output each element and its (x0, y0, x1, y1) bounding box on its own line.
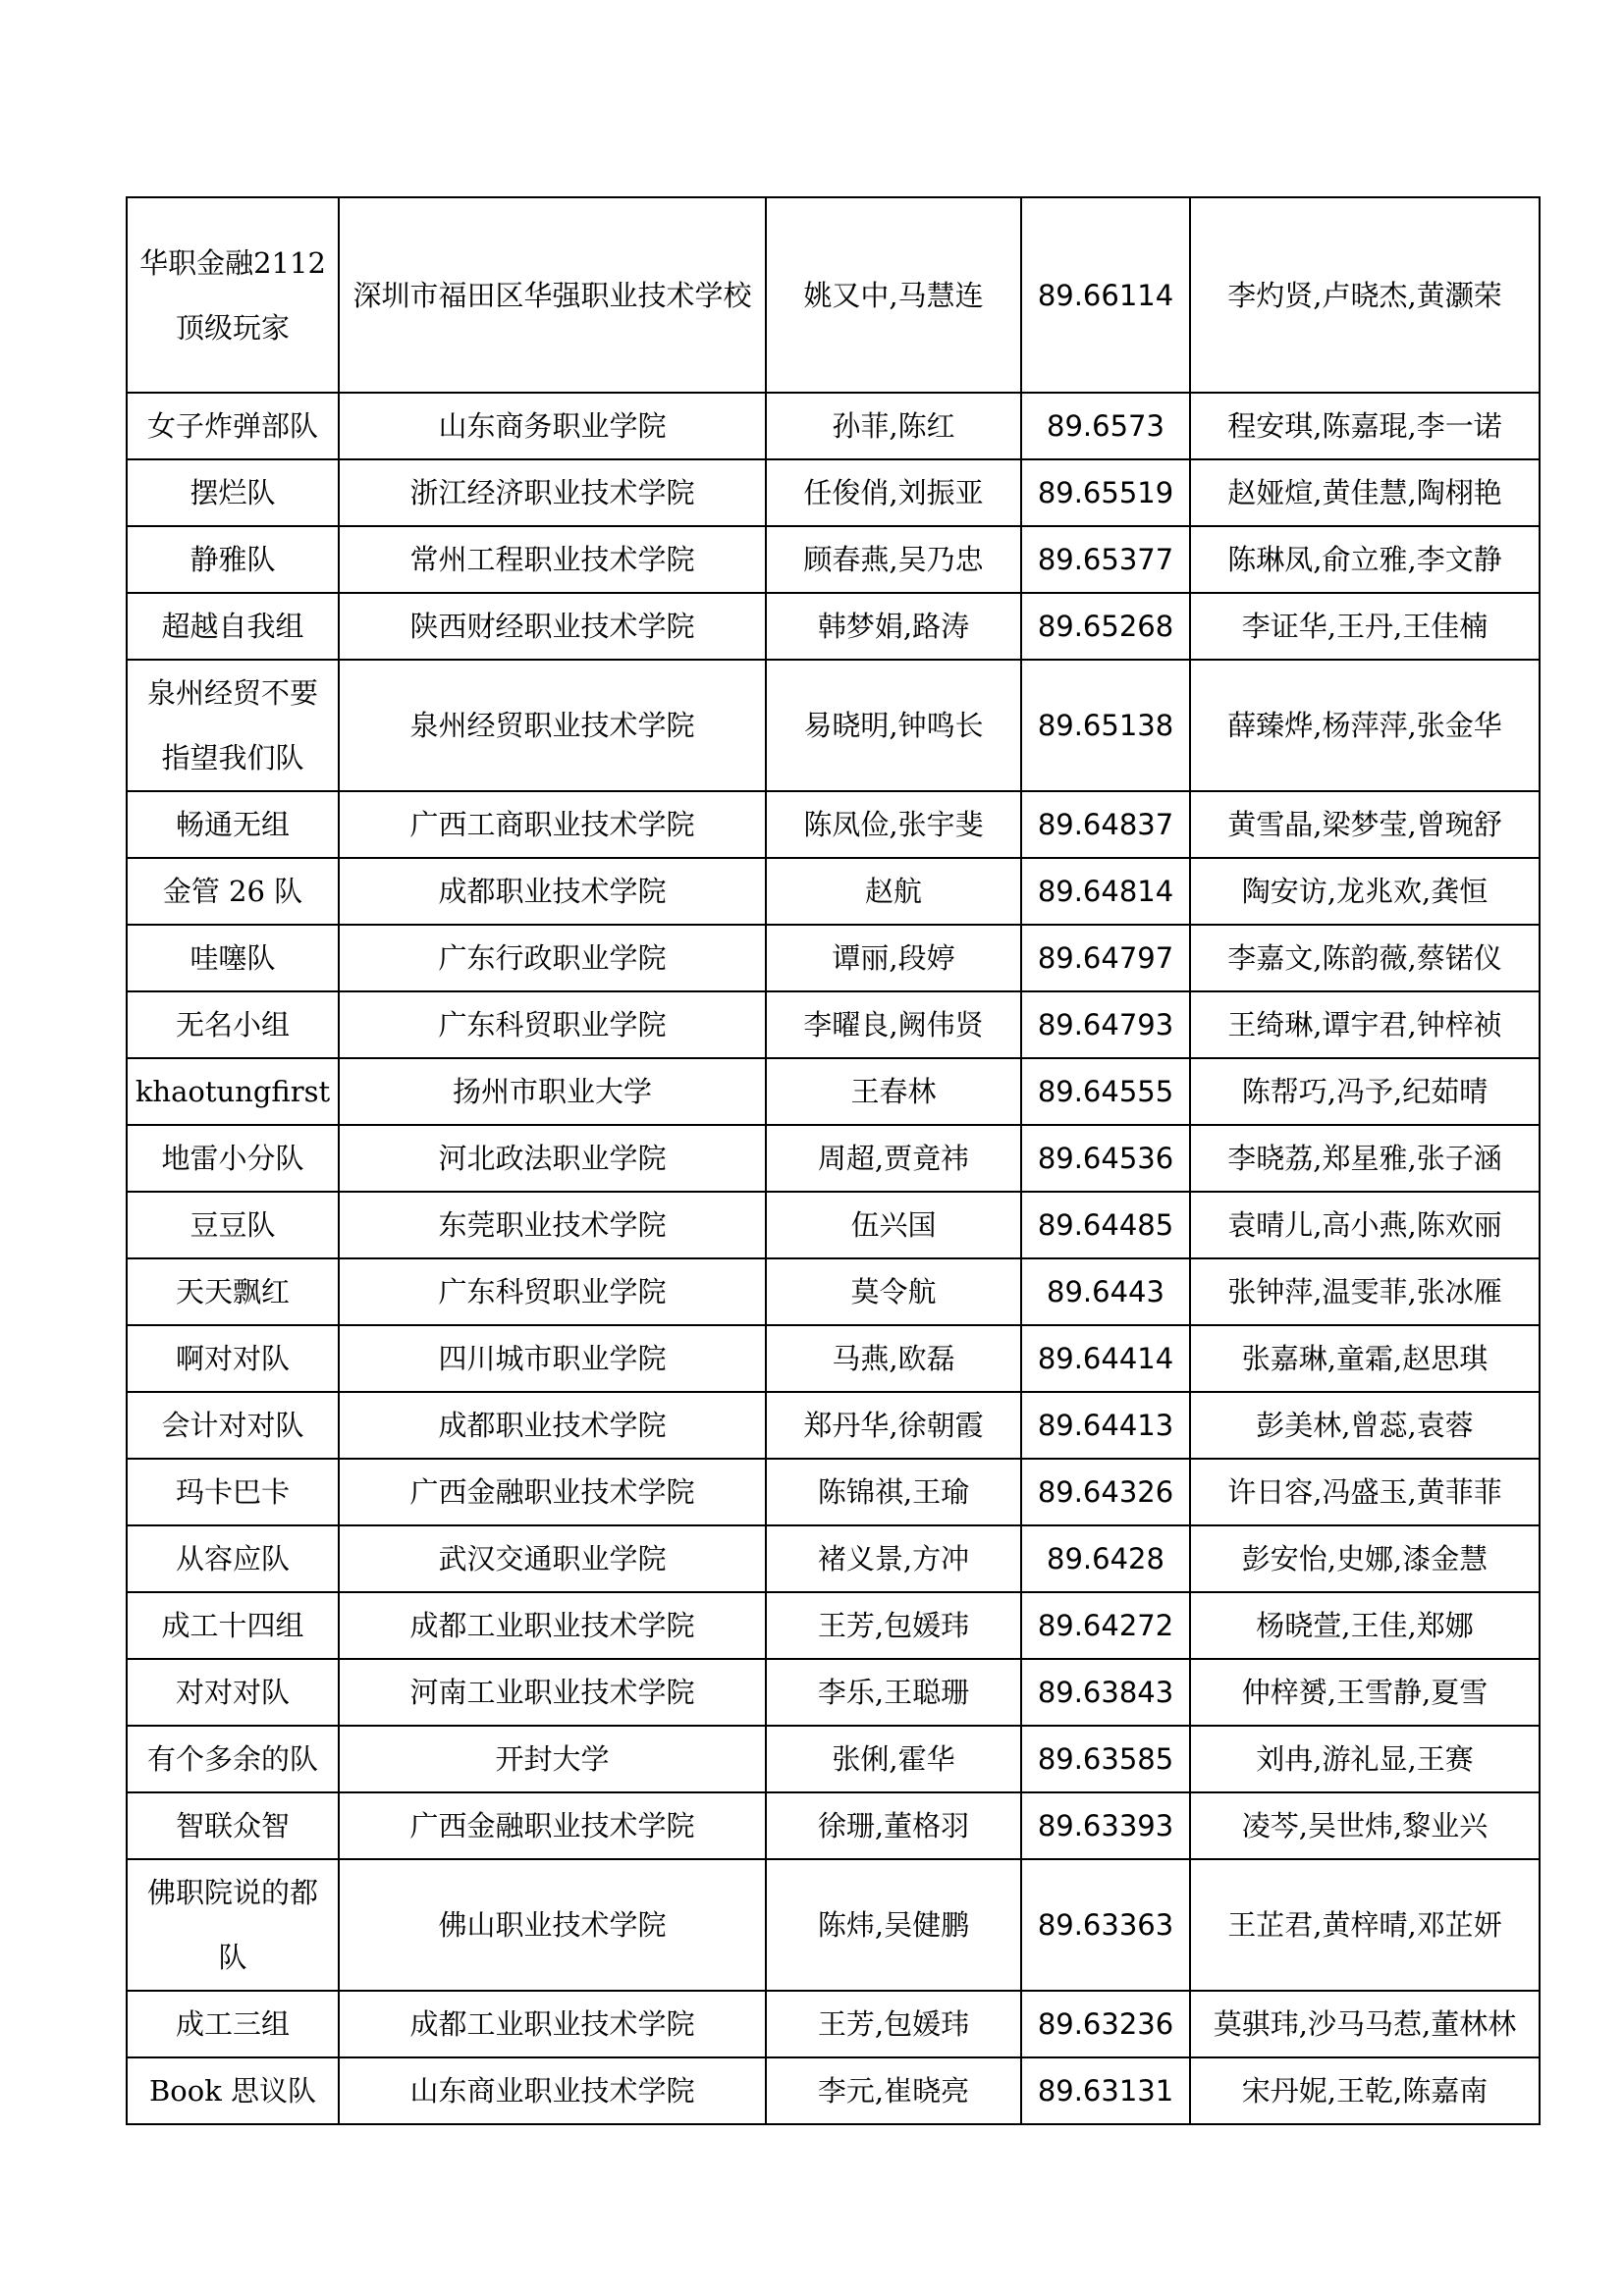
members-cell: 张钟萍,温雯菲,张冰雁 (1190, 1258, 1540, 1325)
teachers-cell: 孙菲,陈红 (766, 393, 1021, 459)
school-cell: 成都工业职业技术学院 (339, 1592, 766, 1659)
school-cell: 陕西财经职业技术学院 (339, 593, 766, 660)
school-cell: 成都工业职业技术学院 (339, 1991, 766, 2057)
school-cell: 河南工业职业技术学院 (339, 1659, 766, 1726)
teachers-cell: 郑丹华,徐朝霞 (766, 1392, 1021, 1459)
teachers-cell: 陈锦祺,王瑜 (766, 1459, 1021, 1525)
teachers-cell: 易晓明,钟鸣长 (766, 660, 1021, 791)
table-row (127, 1659, 1540, 1726)
score-cell: 89.65268 (1021, 593, 1190, 660)
score-cell: 89.64797 (1021, 925, 1190, 991)
members-cell: 张嘉琳,童霜,赵思琪 (1190, 1325, 1540, 1392)
teachers-cell: 任俊俏,刘振亚 (766, 459, 1021, 526)
table-row (127, 526, 1540, 593)
members-cell: 赵娅煊,黄佳慧,陶栩艳 (1190, 459, 1540, 526)
team-name-cell: 啊对对队 (127, 1325, 339, 1392)
table-row (127, 1859, 1540, 1991)
members-cell: 李晓荔,郑星雅,张子涵 (1190, 1125, 1540, 1192)
team-name-cell: 泉州经贸不要指望我们队 (127, 660, 339, 791)
score-cell: 89.64414 (1021, 1325, 1190, 1392)
table-row (127, 459, 1540, 526)
members-cell: 刘冉,游礼显,王赛 (1190, 1726, 1540, 1792)
score-cell: 89.64326 (1021, 1459, 1190, 1525)
score-cell: 89.64485 (1021, 1192, 1190, 1258)
school-cell: 广东科贸职业学院 (339, 991, 766, 1058)
score-cell: 89.63236 (1021, 1991, 1190, 2057)
table-row (127, 2057, 1540, 2124)
table-row (127, 1792, 1540, 1859)
table-row (127, 1192, 1540, 1258)
table-row (127, 1726, 1540, 1792)
members-cell: 黄雪晶,梁梦莹,曾琬舒 (1190, 791, 1540, 858)
school-cell: 武汉交通职业学院 (339, 1525, 766, 1592)
teachers-cell: 徐珊,董格羽 (766, 1792, 1021, 1859)
table-row (127, 858, 1540, 925)
score-cell: 89.63393 (1021, 1792, 1190, 1859)
table-row (127, 791, 1540, 858)
members-cell: 李灼贤,卢晓杰,黄灏荣 (1190, 197, 1540, 393)
score-cell: 89.63843 (1021, 1659, 1190, 1726)
members-cell: 莫骐玮,沙马马惹,董林林 (1190, 1991, 1540, 2057)
score-cell: 89.65138 (1021, 660, 1190, 791)
score-cell: 89.64536 (1021, 1125, 1190, 1192)
members-cell: 陈帮巧,冯予,纪茹晴 (1190, 1058, 1540, 1125)
table-row (127, 991, 1540, 1058)
teachers-cell: 赵航 (766, 858, 1021, 925)
table-row (127, 1325, 1540, 1392)
school-cell: 东莞职业技术学院 (339, 1192, 766, 1258)
school-cell: 深圳市福田区华强职业技术学校 (339, 197, 766, 393)
teachers-cell: 王春林 (766, 1058, 1021, 1125)
team-name-cell: 畅通无组 (127, 791, 339, 858)
members-cell: 许日容,冯盛玉,黄菲菲 (1190, 1459, 1540, 1525)
score-cell: 89.66114 (1021, 197, 1190, 393)
teachers-cell: 褚义景,方冲 (766, 1525, 1021, 1592)
teachers-cell: 莫令航 (766, 1258, 1021, 1325)
team-name-cell: 对对对队 (127, 1659, 339, 1726)
school-cell: 成都职业技术学院 (339, 1392, 766, 1459)
team-name-cell: 成工三组 (127, 1991, 339, 2057)
table-row (127, 1125, 1540, 1192)
members-cell: 仲梓赟,王雪静,夏雪 (1190, 1659, 1540, 1726)
school-cell: 泉州经贸职业技术学院 (339, 660, 766, 791)
score-cell: 89.64555 (1021, 1058, 1190, 1125)
school-cell: 常州工程职业技术学院 (339, 526, 766, 593)
score-cell: 89.6443 (1021, 1258, 1190, 1325)
team-name-cell: 玛卡巴卡 (127, 1459, 339, 1525)
members-cell: 彭美林,曾蕊,袁蓉 (1190, 1392, 1540, 1459)
team-name-cell: 从容应队 (127, 1525, 339, 1592)
results-table (126, 196, 1541, 2125)
score-cell: 89.63585 (1021, 1726, 1190, 1792)
teachers-cell: 马燕,欧磊 (766, 1325, 1021, 1392)
score-cell: 89.64793 (1021, 991, 1190, 1058)
teachers-cell: 王芳,包媛玮 (766, 1991, 1021, 2057)
teachers-cell: 陈炜,吴健鹏 (766, 1859, 1021, 1991)
members-cell: 李嘉文,陈韵薇,蔡锘仪 (1190, 925, 1540, 991)
table-row (127, 1392, 1540, 1459)
teachers-cell: 伍兴国 (766, 1192, 1021, 1258)
members-cell: 凌芩,吴世炜,黎业兴 (1190, 1792, 1540, 1859)
table-row (127, 1991, 1540, 2057)
team-name-cell: 豆豆队 (127, 1192, 339, 1258)
school-cell: 佛山职业技术学院 (339, 1859, 766, 1991)
team-name-cell: 摆烂队 (127, 459, 339, 526)
teachers-cell: 王芳,包媛玮 (766, 1592, 1021, 1659)
members-cell: 薛臻烨,杨萍萍,张金华 (1190, 660, 1540, 791)
school-cell: 山东商务职业学院 (339, 393, 766, 459)
score-cell: 89.64837 (1021, 791, 1190, 858)
members-cell: 王芷君,黄梓晴,邓芷妍 (1190, 1859, 1540, 1991)
members-cell: 陈琳凤,俞立雅,李文静 (1190, 526, 1540, 593)
team-name-cell: khaotungfirst (127, 1058, 339, 1125)
table-row (127, 1592, 1540, 1659)
school-cell: 广东科贸职业学院 (339, 1258, 766, 1325)
table-row (127, 593, 1540, 660)
school-cell: 成都职业技术学院 (339, 858, 766, 925)
results-table-body (127, 197, 1540, 2124)
table-row (127, 1459, 1540, 1525)
team-name-cell: 地雷小分队 (127, 1125, 339, 1192)
score-cell: 89.6573 (1021, 393, 1190, 459)
score-cell: 89.63363 (1021, 1859, 1190, 1991)
table-row (127, 1525, 1540, 1592)
team-name-cell: 佛职院说的都队 (127, 1859, 339, 1991)
members-cell: 陶安访,龙兆欢,龚恒 (1190, 858, 1540, 925)
members-cell: 宋丹妮,王乾,陈嘉南 (1190, 2057, 1540, 2124)
school-cell: 广西金融职业技术学院 (339, 1792, 766, 1859)
team-name-cell: 有个多余的队 (127, 1726, 339, 1792)
members-cell: 李证华,王丹,王佳楠 (1190, 593, 1540, 660)
teachers-cell: 谭丽,段婷 (766, 925, 1021, 991)
school-cell: 河北政法职业学院 (339, 1125, 766, 1192)
table-row (127, 1258, 1540, 1325)
score-cell: 89.65519 (1021, 459, 1190, 526)
team-name-cell: 成工十四组 (127, 1592, 339, 1659)
members-cell: 袁晴儿,高小燕,陈欢丽 (1190, 1192, 1540, 1258)
score-cell: 89.6428 (1021, 1525, 1190, 1592)
school-cell: 浙江经济职业技术学院 (339, 459, 766, 526)
table-row (127, 197, 1540, 393)
table-row (127, 393, 1540, 459)
members-cell: 杨晓萱,王佳,郑娜 (1190, 1592, 1540, 1659)
team-name-cell: 女子炸弹部队 (127, 393, 339, 459)
school-cell: 山东商业职业技术学院 (339, 2057, 766, 2124)
teachers-cell: 姚又中,马慧连 (766, 197, 1021, 393)
school-cell: 广西金融职业技术学院 (339, 1459, 766, 1525)
team-name-cell: 超越自我组 (127, 593, 339, 660)
score-cell: 89.65377 (1021, 526, 1190, 593)
team-name-cell: 华职金融2112 顶级玩家 (127, 197, 339, 393)
school-cell: 开封大学 (339, 1726, 766, 1792)
members-cell: 程安琪,陈嘉琨,李一诺 (1190, 393, 1540, 459)
score-cell: 89.64814 (1021, 858, 1190, 925)
team-name-cell: 哇噻队 (127, 925, 339, 991)
team-name-cell: 无名小组 (127, 991, 339, 1058)
teachers-cell: 周超,贾竟祎 (766, 1125, 1021, 1192)
teachers-cell: 李元,崔晓亮 (766, 2057, 1021, 2124)
school-cell: 四川城市职业学院 (339, 1325, 766, 1392)
teachers-cell: 顾春燕,吴乃忠 (766, 526, 1021, 593)
members-cell: 彭安怡,史娜,漆金慧 (1190, 1525, 1540, 1592)
score-cell: 89.63131 (1021, 2057, 1190, 2124)
team-name-cell: 智联众智 (127, 1792, 339, 1859)
team-name-cell: 会计对对队 (127, 1392, 339, 1459)
teachers-cell: 陈凤俭,张宇斐 (766, 791, 1021, 858)
table-row (127, 1058, 1540, 1125)
school-cell: 广东行政职业学院 (339, 925, 766, 991)
score-cell: 89.64413 (1021, 1392, 1190, 1459)
team-name-cell: 天天飘红 (127, 1258, 339, 1325)
team-name-cell: Book 思议队 (127, 2057, 339, 2124)
school-cell: 扬州市职业大学 (339, 1058, 766, 1125)
teachers-cell: 李乐,王聪珊 (766, 1659, 1021, 1726)
teachers-cell: 韩梦娟,路涛 (766, 593, 1021, 660)
team-name-cell: 金管 26 队 (127, 858, 339, 925)
members-cell: 王绮琳,谭宇君,钟梓祯 (1190, 991, 1540, 1058)
school-cell: 广西工商职业技术学院 (339, 791, 766, 858)
score-cell: 89.64272 (1021, 1592, 1190, 1659)
teachers-cell: 李曜良,阙伟贤 (766, 991, 1021, 1058)
table-row (127, 660, 1540, 791)
team-name-cell: 静雅队 (127, 526, 339, 593)
teachers-cell: 张俐,霍华 (766, 1726, 1021, 1792)
table-row (127, 925, 1540, 991)
